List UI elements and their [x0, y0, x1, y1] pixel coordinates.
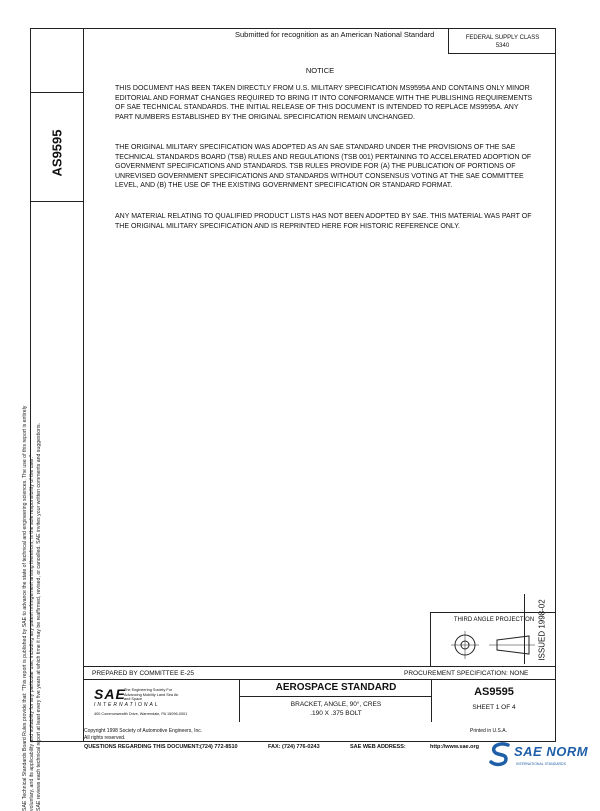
- side-disclaimer: [22, 151, 74, 811]
- sae-logo-block: [84, 680, 240, 722]
- title-block: [240, 680, 432, 722]
- third-angle-projection-symbol: [449, 629, 539, 661]
- federal-supply-class-box: [448, 28, 556, 54]
- aerospace-standard-heading: AEROSPACE STANDARD: [240, 682, 432, 697]
- copyright: [84, 728, 202, 741]
- copyright-line-1: Copyright 1998 Society of Automotive Engineers, Inc.: [84, 728, 203, 734]
- sae-norm-watermark: [486, 738, 598, 772]
- disclaimer-line: SAE reviews each technical report at least every five years at which time it may be reaffirmed, revised, or cancelled. SAE invites your written comments and suggestions.: [36, 423, 43, 811]
- side-doc-number: AS9595: [49, 129, 65, 177]
- fax-number: FAX: (724) 776-0243: [268, 744, 320, 750]
- projection-label: THIRD ANGLE PROJECTION: [453, 617, 535, 623]
- disclaimer-line: voluntary, and its applicability and suitability for any particular use, including any patent infringement arising therefrom, is the sole responsibility of the user.": [29, 455, 36, 811]
- procurement-spec: PROCUREMENT SPECIFICATION: NONE: [404, 670, 529, 677]
- prepared-by: PREPARED BY COMMITTEE E-25: [92, 670, 194, 677]
- submitted-notice: Submitted for recognition as an American National Standard: [235, 30, 435, 39]
- prepared-row: [84, 666, 556, 680]
- fsc-value: 5340: [495, 43, 510, 49]
- web-address-link[interactable]: http://www.sae.org: [430, 744, 479, 750]
- description-line-2: .190 X .375 BOLT: [310, 710, 362, 717]
- document-number-block: [432, 680, 556, 722]
- sae-tagline: The Engineering Society For Advancing Mobility Land Sea Air and Space: [124, 688, 179, 701]
- as-number: AS9595: [474, 686, 514, 698]
- sae-logo: SAE: [94, 686, 126, 702]
- projection-box: [430, 612, 556, 666]
- notice-title: NOTICE: [305, 66, 335, 75]
- phone-number: (724) 772-8510: [200, 744, 238, 750]
- fsc-label: FEDERAL SUPPLY CLASS: [465, 35, 540, 41]
- sae-address: 400 Commonwealth Drive, Warrendale, PA 15096-0001: [94, 712, 188, 716]
- sheet-number: SHEET 1 OF 4: [472, 704, 516, 711]
- issued-date: ISSUED 1998-02: [537, 599, 547, 661]
- notice-paragraph: THE ORIGINAL MILITARY SPECIFICATION WAS ADOPTED AS AN SAE STANDARD UNDER THE PROVISIONS OF THE SAE TECHNICAL STANDARDS BOARD (TSB) RULES AND REGULATIONS (TSB 001) PERTAINING TO ACCELERATED ADOPTION OF GOVERNMENT SPECIFICATIONS AND STANDARDS. TSB RULES PROVIDE FOR (A) THE PUBLICATION OF PORTIONS OF UNREVISED GOVERNMENT SPECIFICATIONS AND STANDARDS WITHOUT CONSENSUS VOTING AT THE SAE COMMITTEE LEVEL, AND (B) THE USE OF THE EXISTING GOVERNMENT SPECIFICATION OR STANDARD FORMAT.: [115, 144, 532, 190]
- watermark-subtext: INTERNATIONAL STANDARDS: [516, 762, 566, 766]
- notice-paragraph: ANY MATERIAL RELATING TO QUALIFIED PRODUCT LISTS HAS NOT BEEN ADOPTED BY SAE. THIS MATERIAL WAS PART OF THE ORIGINAL MILITARY SPECIFICATION AND IS REPRINTED HERE FOR HISTORIC REFERENCE ONLY.: [115, 213, 532, 230]
- notice-paragraph: THIS DOCUMENT HAS BEEN TAKEN DIRECTLY FROM U.S. MILITARY SPECIFICATION MS9595A AND CONTAINS ONLY MINOR EDITORIAL AND FORMAT CHANGES REQUIRED TO BRING IT INTO CONFORMANCE WITH THE PUBLISHING REQUIREMENTS OF SAE TECHNICAL STANDARDS. THE INITIAL RELEASE OF THIS DOCUMENT IS INTENDED TO REPLACE MS9595A. ANY PART NUMBERS ESTABLISHED BY THE ORIGINAL SPECIFICATION REMAIN UNCHANGED.: [115, 85, 533, 121]
- printed-in: Printed in U.S.A.: [470, 728, 507, 734]
- watermark-text: SAE NORM: [514, 744, 589, 759]
- sae-norm-logo-icon: [486, 740, 514, 768]
- web-address-label: SAE WEB ADDRESS:: [350, 744, 406, 750]
- disclaimer-line: SAE Technical Standards Board Rules provide that: "This report is published by SAE to advance the state of technical and engineering sciences. The use of this report is entirely: [22, 405, 28, 811]
- copyright-line-2: All rights reserved.: [84, 734, 126, 741]
- sae-international: INTERNATIONAL: [94, 702, 160, 708]
- questions-label: QUESTIONS REGARDING THIS DOCUMENT:: [84, 744, 201, 750]
- description-line-1: BRACKET, ANGLE, 90°, CRES: [290, 701, 382, 708]
- part-description: [240, 700, 432, 718]
